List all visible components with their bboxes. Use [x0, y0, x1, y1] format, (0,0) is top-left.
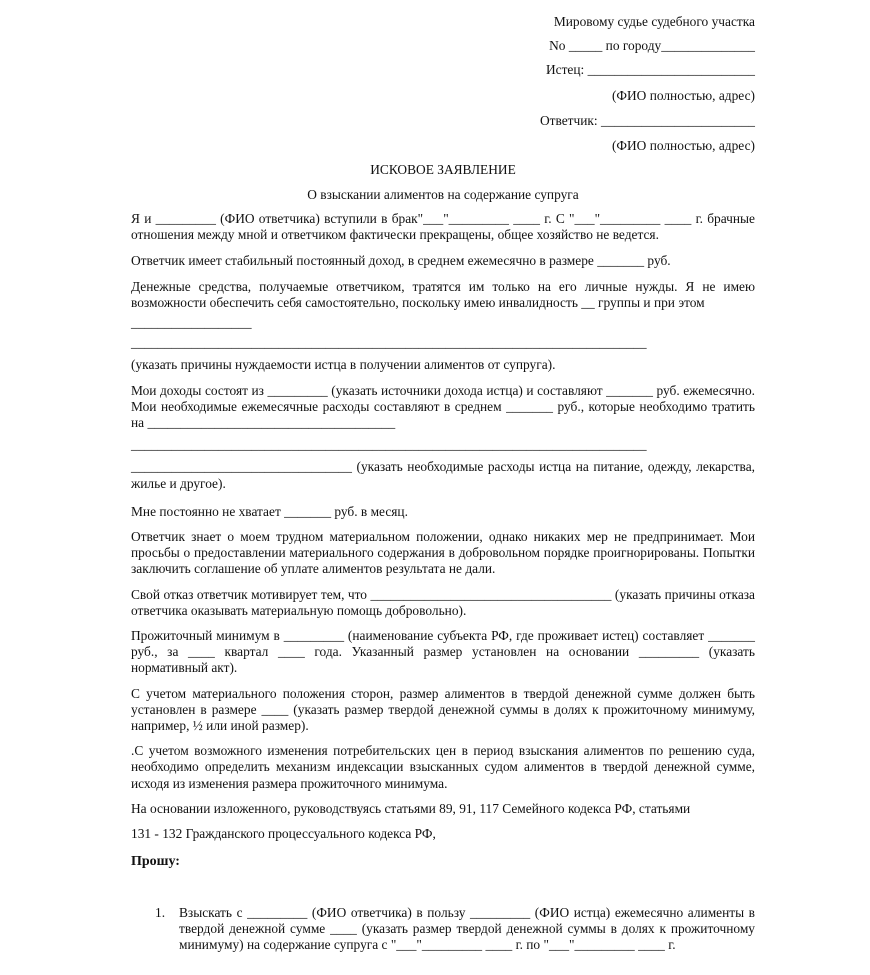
- blank-line: _____________________________________________________________________________: [131, 437, 647, 453]
- paragraph-legal-basis-cont: 131 - 132 Гражданского процессуального кодекса РФ,: [131, 826, 436, 842]
- paragraph-defendant-income: Ответчик имеет стабильный постоянный доход, в среднем ежемесячно в размере _______ руб.: [131, 253, 671, 269]
- header-defendant-note: (ФИО полностью, адрес): [611, 138, 755, 153]
- header-court-number: No _____ по городу______________: [549, 38, 755, 53]
- paragraph-defendant-aware: Ответчик знает о моем трудном материальном положении, однако никаких мер не предпринимает. Мои просьбы о предоставлении материального содержания в добровольном порядке проигнорированы. Попытки заключить соглашение об уплате алиментов результата не дали.: [131, 529, 755, 577]
- list-item: [155, 905, 755, 954]
- paragraph-needs-note: (указать причины нуждаемости истца в получении алиментов от супруга).: [131, 357, 556, 373]
- paragraph-needs: Денежные средства, получаемые ответчиком, тратятся им только на его личные нужды. Я не имею возможности обеспечить себя самостоятельно, поскольку имею инвалидность __ группы и при этом: [131, 278, 755, 310]
- paragraph-alimony-amount: С учетом материального положения сторон, размер алиментов в твердой денежной сумме должен быть установлен в размере ____ (указать размер твердой денежной суммы в долях к прожиточному минимуму, например, ½ или иной размер).: [131, 685, 755, 734]
- header-defendant: Ответчик: _______________________: [539, 113, 755, 128]
- paragraph-subsistence-minimum: Прожиточный минимум в _________ (наименование субъекта РФ, где проживает истец) составляет _______ руб., за ____ квартал ____ года. Указанный размер установлен на основании _________ (указать нормативный акт).: [131, 628, 755, 676]
- paragraph-marriage: Я и _________ (ФИО ответчика) вступили в брак"___"_________ ____ г. С "___"_________ ____ г. брачные отношения между мной и ответчиком фактически прекращены, общее хозяйство не ведется.: [131, 211, 755, 243]
- list-item-text: Взыскать с _________ (ФИО ответчика) в пользу _________ (ФИО истца) ежемесячно алименты в твердой денежной сумме ____ (указать размер твердой денежной суммы в долях к прожиточному минимуму) на содержание супруга с "___"_________ ____ г. по "___"_________ ____ г.: [179, 905, 755, 953]
- blank-line: __________________: [131, 315, 252, 331]
- header-plaintiff: Истец: _________________________: [545, 62, 755, 77]
- document-title: ИСКОВОЕ ЗАЯВЛЕНИЕ: [370, 162, 516, 177]
- claim-body: [131, 211, 755, 879]
- request-list: [155, 905, 755, 954]
- blank-line: _____________________________________________________________________________: [131, 335, 647, 351]
- list-item-number: 1.: [155, 905, 166, 920]
- header-court: Мировому судье судебного участка: [553, 14, 755, 29]
- request-heading: Прошу:: [131, 854, 180, 870]
- paragraph-expenses-note: _________________________________ (указать необходимые расходы истца на питание, одежду, лекарства, жилье и другое).: [131, 459, 755, 491]
- paragraph-refusal: Свой отказ ответчик мотивирует тем, что ____________________________________ (указать причины отказа ответчика оказывать материальную помощь добровольно).: [131, 586, 755, 618]
- paragraph-indexation: .С учетом возможного изменения потребительских цен в период взыскания алиментов по решению суда, необходимо определить механизм индексации взысканных судом алиментов в твердой денежной сумме, исходя из изменения размера прожиточного минимума.: [131, 743, 755, 791]
- document-subtitle: О взыскании алиментов на содержание супруга: [307, 187, 579, 202]
- paragraph-plaintiff-income: Мои доходы состоят из _________ (указать источники дохода истца) и составляют _______ руб. ежемесячно. Мои необходимые ежемесячные расходы составляют в среднем _______ руб., которые необходимо тратить на _____________________________________: [131, 382, 755, 430]
- header-plaintiff-note: (ФИО полностью, адрес): [611, 88, 755, 103]
- paragraph-legal-basis: На основании изложенного, руководствуясь статьями 89, 91, 117 Семейного кодекса РФ, статьями: [131, 800, 691, 816]
- paragraph-shortfall: Мне постоянно не хватает _______ руб. в месяц.: [131, 503, 408, 519]
